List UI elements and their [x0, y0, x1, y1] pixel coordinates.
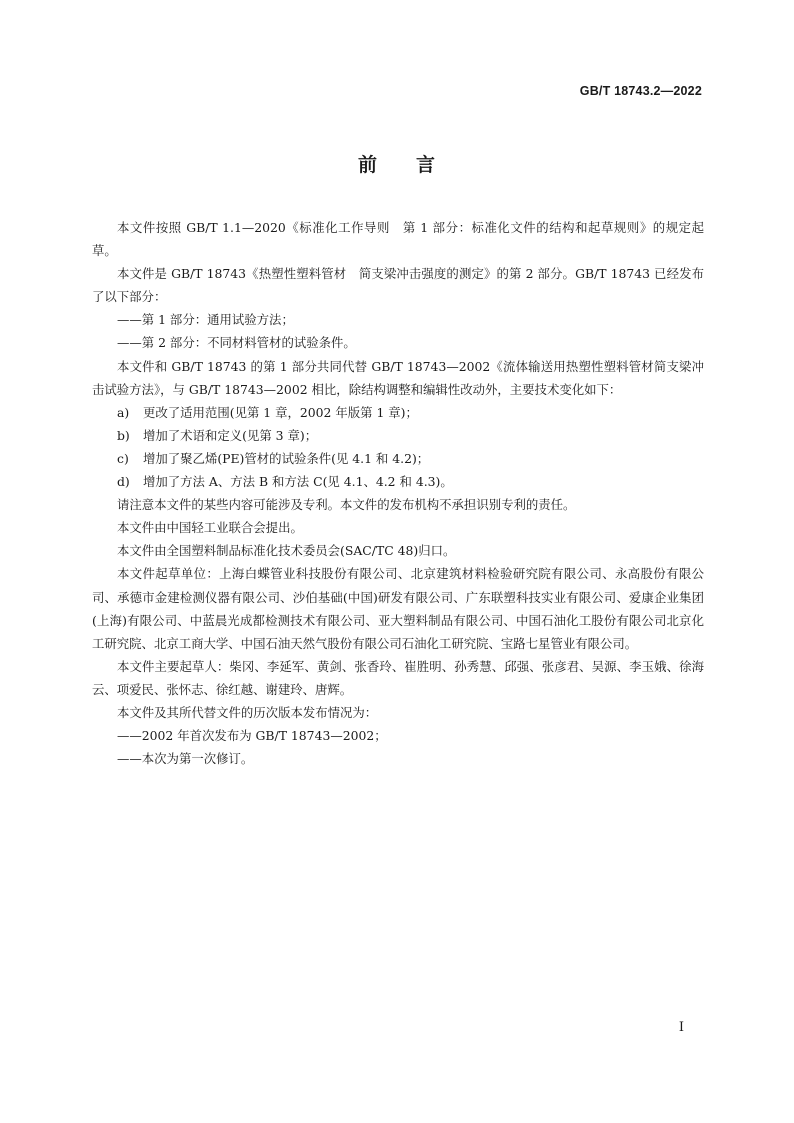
change-label-a: a): [117, 404, 130, 420]
change-item-c: [92, 447, 704, 470]
change-text-d: 增加了方法 A、方法 B 和方法 C(见 4.1、4.2 和 4.3)。: [143, 474, 453, 490]
paragraph-part-description: 本文件是 GB/T 18743《热塑性塑料管材 简支梁冲击强度的测定》的第 2 部分。GB/T 18743 已经发布了以下部分：: [92, 266, 704, 305]
paragraph-drafters: 本文件主要起草人：柴冈、李延军、黄剑、张香玲、崔胜明、孙秀慧、邱强、张彦君、吴源、李玉娥、徐海云、项爱民、张怀志、徐红越、谢建玲、唐辉。: [92, 658, 704, 697]
paragraph-patent-notice: 请注意本文件的某些内容可能涉及专利。本文件的发布机构不承担识别专利的责任。: [117, 497, 576, 513]
change-item-d: [92, 470, 704, 493]
page-number: I: [678, 1020, 684, 1035]
change-text-a: 更改了适用范围(见第 1 章，2002 年版第 1 章)；: [143, 404, 418, 420]
change-text-c: 增加了聚乙烯(PE)管材的试验条件(见 4.1 和 4.2)；: [143, 450, 430, 466]
change-text-b: 增加了术语和定义(见第 3 章)；: [143, 427, 318, 443]
list-item-part2: ——第 2 部分：不同材料管材的试验条件。: [117, 335, 356, 351]
standard-code: GB/T 18743.2—2022: [579, 84, 702, 98]
paragraph-proposer: 本文件由中国轻工业联合会提出。: [117, 520, 303, 536]
paragraph-replacement: 本文件和 GB/T 18743 的第 1 部分共同代替 GB/T 18743—2002《流体输送用热塑性塑料管材简支梁冲击试验方法》，与 GB/T 18743—2002 相比，除结构调整和编辑性改动外，主要技术变化如下：: [92, 358, 704, 397]
paragraph-drafting-units: 本文件起草单位：上海白蝶管业科技股份有限公司、北京建筑材料检验研究院有限公司、永高股份有限公司、承德市金建检测仪器有限公司、沙伯基础(中国)研发有限公司、广东联塑科技实业有限公司、爱康企业集团(上海)有限公司、中蓝晨光成都检测技术有限公司、亚大塑料制品有限公司、中国石油化工股份有限公司北京化工研究院、北京工商大学、中国石油天然气股份有限公司石油化工研究院、宝路七星管业有限公司。: [92, 566, 704, 651]
paragraph-committee: 本文件由全国塑料制品标准化技术委员会(SAC/TC 48)归口。: [117, 543, 456, 559]
list-item-part1: ——第 1 部分：通用试验方法；: [117, 312, 294, 328]
title-char-2: 言: [416, 154, 437, 176]
change-label-d: d): [117, 474, 130, 490]
page-title: [0, 150, 794, 177]
history-item-2002: ——2002 年首次发布为 GB/T 18743—2002；: [117, 728, 387, 744]
title-char-1: 前: [357, 154, 378, 176]
paragraph-drafting-rules: 本文件按照 GB/T 1.1—2020《标准化工作导则 第 1 部分：标准化文件的结构和起草规则》的规定起草。: [92, 220, 704, 259]
change-label-c: c): [117, 450, 129, 466]
history-item-current: ——本次为第一次修订。: [117, 751, 254, 767]
change-item-b: [92, 424, 704, 447]
change-item-a: [92, 401, 704, 424]
change-label-b: b): [117, 427, 130, 443]
paragraph-history: 本文件及其所代替文件的历次版本发布情况为：: [117, 704, 378, 720]
foreword-body: [92, 216, 704, 770]
